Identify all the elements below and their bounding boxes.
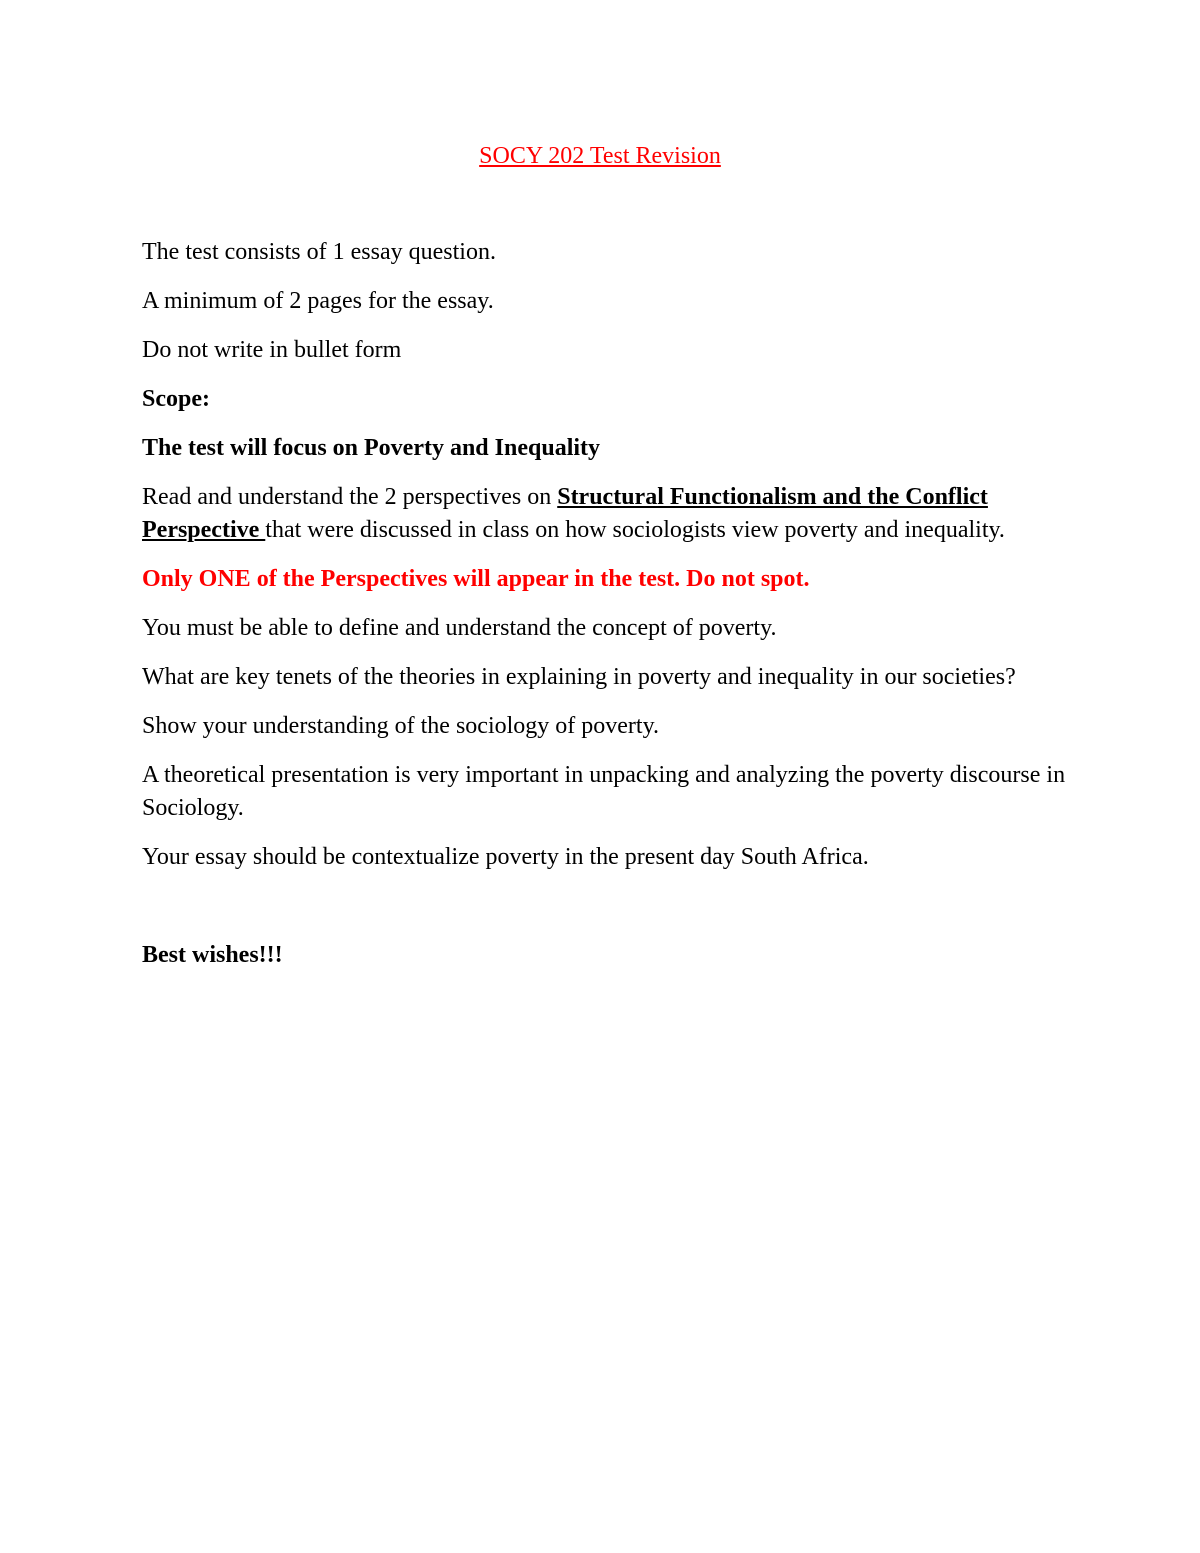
scope-heading: Scope:: [142, 386, 210, 412]
closing-line: Best wishes!!!: [142, 942, 283, 968]
read-perspectives-paragraph: [142, 481, 1072, 547]
bullet-form-line: Do not write in bullet form: [142, 337, 402, 363]
read-suffix: that were discussed in class on how sociologists view poverty and inequality.: [265, 517, 1005, 543]
minimum-pages-line: A minimum of 2 pages for the essay.: [142, 288, 494, 314]
blank-line: [142, 890, 1072, 923]
show-understanding-line: Show your understanding of the sociology of poverty.: [142, 713, 660, 739]
key-tenets-line: What are key tenets of the theories in explaining in poverty and inequality in our societies?: [142, 664, 1016, 690]
test-consists-line: The test consists of 1 essay question.: [142, 239, 496, 265]
define-poverty-line: You must be able to define and understand the concept of poverty.: [142, 615, 777, 641]
document-body: [142, 140, 1072, 988]
read-prefix: Read and understand the 2 perspectives on: [142, 484, 558, 510]
focus-line: The test will focus on Poverty and Inequality: [142, 435, 601, 461]
perspectives-emphasis: Structural Functionalism and the Conflict Perspective: [142, 484, 988, 543]
theoretical-presentation-line: A theoretical presentation is very important in unpacking and analyzing the poverty discourse in Sociology.: [142, 762, 1066, 821]
warning-line: Only ONE of the Perspectives will appear in the test. Do not spot.: [142, 566, 810, 592]
document-title: SOCY 202 Test Revision: [479, 143, 721, 169]
contextualize-line: Your essay should be contextualize poverty in the present day South Africa.: [142, 844, 869, 870]
